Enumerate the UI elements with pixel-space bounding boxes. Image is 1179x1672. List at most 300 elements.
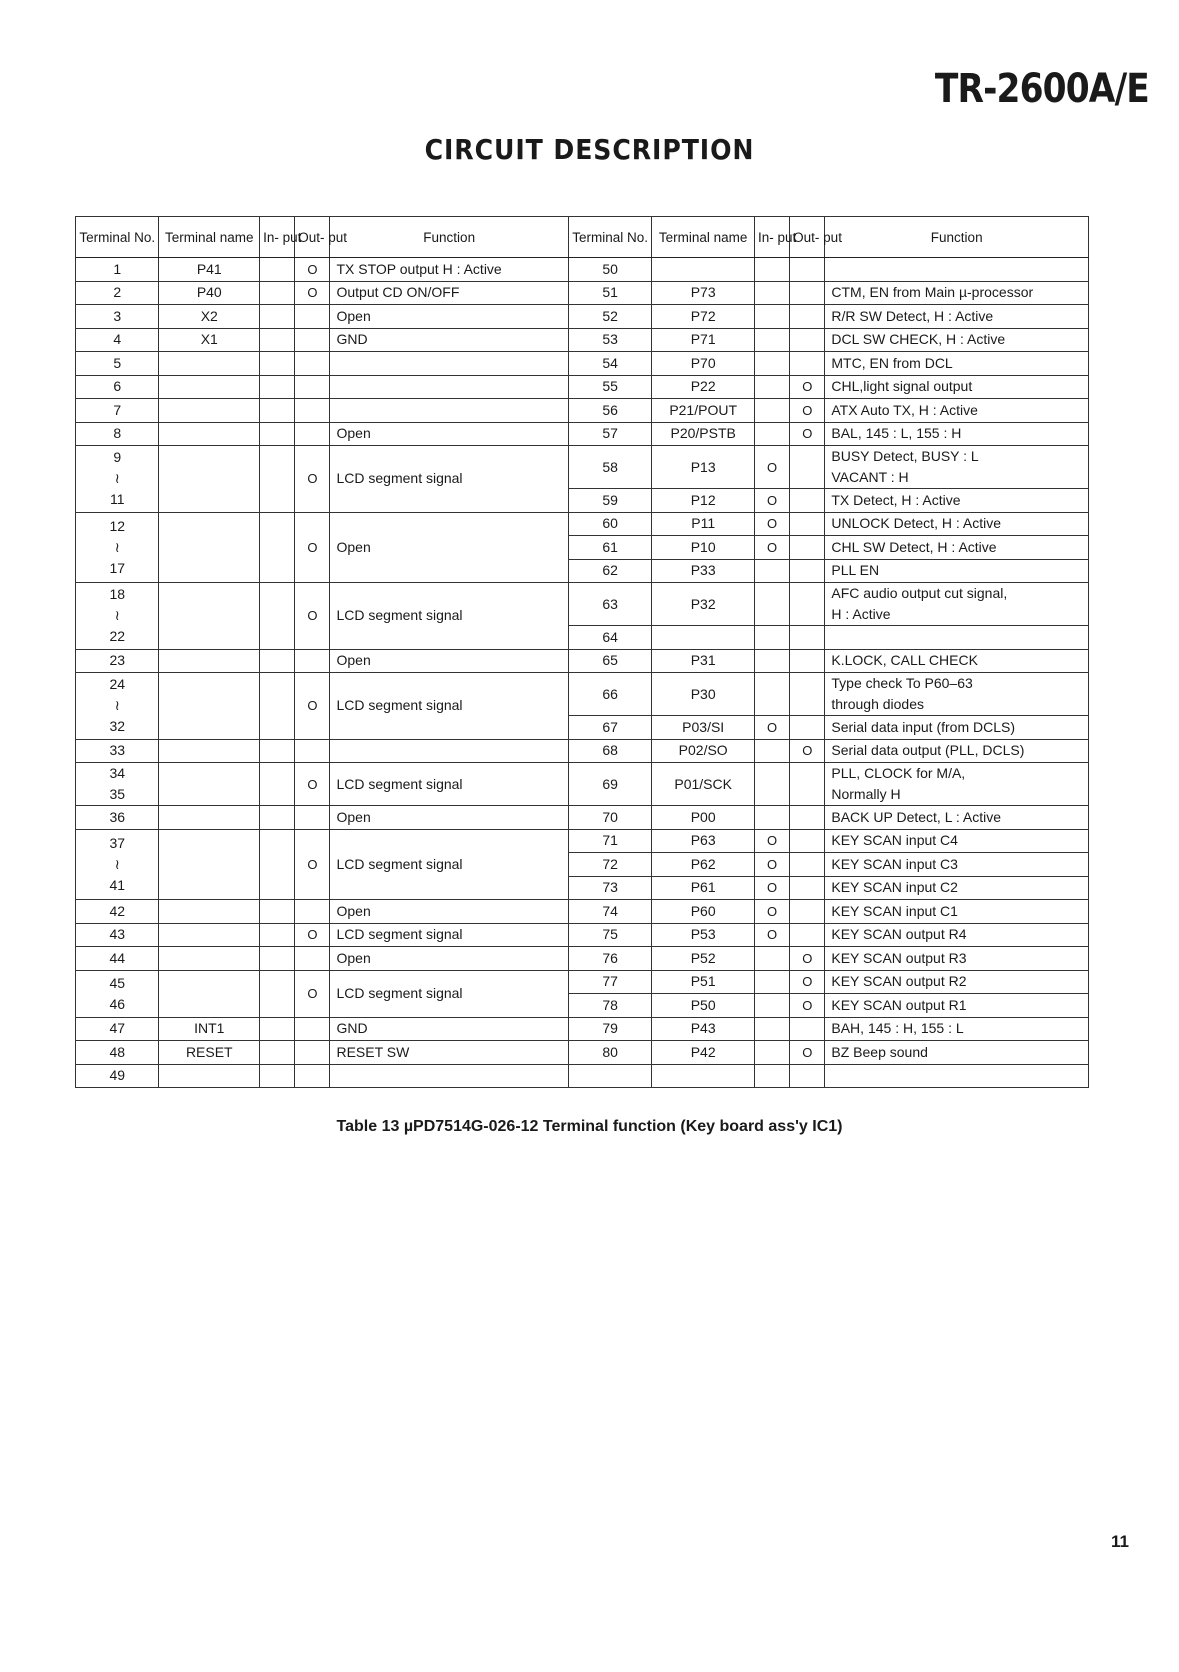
- left-terminal-no-line: 22: [109, 628, 126, 645]
- right-terminal-no: 57: [568, 422, 651, 446]
- model-number: TR-2600A/E: [934, 66, 1149, 112]
- table-row: [76, 281, 1089, 305]
- left-output-mark: [295, 649, 330, 673]
- table-row: [76, 649, 1089, 673]
- left-terminal-name: [159, 947, 260, 971]
- left-output-mark: O: [295, 258, 330, 282]
- left-output-mark: O: [295, 583, 330, 650]
- right-output-mark: O: [790, 947, 825, 971]
- page-number: 11: [1111, 1532, 1129, 1551]
- left-terminal-no: 48: [76, 1041, 159, 1065]
- right-terminal-name: P21/POUT: [652, 399, 755, 423]
- right-output-mark: [790, 583, 825, 626]
- left-terminal-no: 6: [76, 375, 159, 399]
- right-function: BZ Beep sound: [825, 1041, 1089, 1065]
- right-function: BAL, 145 : L, 155 : H: [825, 422, 1089, 446]
- left-terminal-no: 43: [76, 923, 159, 947]
- table-row: [76, 1017, 1089, 1041]
- left-terminal-no: 2: [76, 281, 159, 305]
- right-output-mark: [790, 673, 825, 716]
- right-terminal-no: 60: [568, 512, 651, 536]
- right-output-mark: O: [790, 994, 825, 1018]
- right-terminal-no: 62: [568, 559, 651, 583]
- left-input-mark: [260, 923, 295, 947]
- left-output-mark: [295, 399, 330, 423]
- right-input-mark: [754, 281, 789, 305]
- left-terminal-name: [159, 923, 260, 947]
- right-terminal-no: 80: [568, 1041, 651, 1065]
- table-row: [76, 970, 1089, 994]
- table-row: [76, 1064, 1089, 1088]
- left-function: [330, 739, 568, 763]
- left-terminal-name: X2: [159, 305, 260, 329]
- left-terminal-no-line: ≀: [114, 470, 120, 487]
- left-function: RESET SW: [330, 1041, 568, 1065]
- right-out-cell: [790, 1064, 825, 1088]
- left-input-mark: [260, 1064, 295, 1088]
- left-terminal-no: 1: [76, 258, 159, 282]
- left-terminal-no: [76, 829, 159, 900]
- right-terminal-no: 66: [568, 673, 651, 716]
- left-terminal-no-line: 37: [109, 834, 126, 851]
- right-terminal-name: P02/SO: [652, 739, 755, 763]
- right-name-cell: [652, 1064, 755, 1088]
- left-terminal-no-line: 46: [109, 995, 126, 1012]
- right-terminal-name: P33: [652, 559, 755, 583]
- header-function: Function: [330, 217, 568, 258]
- left-terminal-name: [159, 446, 260, 513]
- right-input-mark: [754, 375, 789, 399]
- left-function: Open: [330, 305, 568, 329]
- section-title: CIRCUIT DESCRIPTION: [424, 133, 755, 166]
- right-function: MTC, EN from DCL: [825, 352, 1089, 376]
- right-terminal-name: P53: [652, 923, 755, 947]
- right-terminal-name: P32: [652, 583, 755, 626]
- right-terminal-name: P63: [652, 829, 755, 853]
- right-terminal-name: P61: [652, 876, 755, 900]
- left-output-mark: [295, 900, 330, 924]
- left-input-mark: [260, 829, 295, 900]
- right-input-mark: [754, 559, 789, 583]
- right-output-mark: [790, 352, 825, 376]
- left-terminal-no-line: 45: [109, 974, 126, 991]
- left-terminal-no: 44: [76, 947, 159, 971]
- right-output-mark: [790, 328, 825, 352]
- right-terminal-no: 76: [568, 947, 651, 971]
- table-row: [76, 739, 1089, 763]
- left-terminal-no-line: 34: [109, 765, 126, 781]
- left-terminal-no: 5: [76, 352, 159, 376]
- right-function: R/R SW Detect, H : Active: [825, 305, 1089, 329]
- left-function: GND: [330, 1017, 568, 1041]
- right-terminal-no: 59: [568, 489, 651, 513]
- left-output-mark: O: [295, 763, 330, 806]
- right-terminal-name: P01/SCK: [652, 763, 755, 806]
- right-terminal-no: 51: [568, 281, 651, 305]
- right-output-mark: [790, 626, 825, 650]
- right-function: DCL SW CHECK, H : Active: [825, 328, 1089, 352]
- right-terminal-no: 50: [568, 258, 651, 282]
- right-fn-cell: [825, 1064, 1089, 1088]
- left-terminal-no-line: 9: [113, 449, 122, 466]
- right-function: KEY SCAN output R2: [825, 970, 1089, 994]
- right-function: KEY SCAN input C3: [825, 853, 1089, 877]
- left-terminal-no-line: ≀: [114, 538, 120, 555]
- table-row: [76, 923, 1089, 947]
- right-function: Serial data output (PLL, DCLS): [825, 739, 1089, 763]
- right-input-mark: [754, 583, 789, 626]
- right-function: CHL,light signal output: [825, 375, 1089, 399]
- right-terminal-no: 65: [568, 649, 651, 673]
- right-terminal-no: 54: [568, 352, 651, 376]
- right-output-mark: [790, 258, 825, 282]
- right-input-mark: [754, 649, 789, 673]
- left-output-mark: O: [295, 673, 330, 740]
- left-terminal-name: [159, 970, 260, 1017]
- left-output-mark: [295, 1064, 330, 1088]
- right-input-mark: [754, 739, 789, 763]
- left-function: [330, 1064, 568, 1088]
- header-function: Function: [825, 217, 1089, 258]
- right-function: TX Detect, H : Active: [825, 489, 1089, 513]
- left-terminal-name: [159, 375, 260, 399]
- right-terminal-name: P13: [652, 446, 755, 489]
- right-terminal-no: 68: [568, 739, 651, 763]
- right-input-mark: O: [754, 489, 789, 513]
- right-input-mark: O: [754, 446, 789, 489]
- left-terminal-name: [159, 649, 260, 673]
- left-output-mark: O: [295, 281, 330, 305]
- left-output-mark: [295, 947, 330, 971]
- left-input-mark: [260, 328, 295, 352]
- right-terminal-no: 73: [568, 876, 651, 900]
- right-input-mark: [754, 947, 789, 971]
- right-input-mark: O: [754, 536, 789, 560]
- left-input-mark: [260, 947, 295, 971]
- right-terminal-no: 74: [568, 900, 651, 924]
- left-input-mark: [260, 739, 295, 763]
- left-output-mark: O: [295, 829, 330, 900]
- left-input-mark: [260, 1041, 295, 1065]
- left-terminal-no: 33: [76, 739, 159, 763]
- header-terminal-no: Terminal No.: [568, 217, 651, 258]
- right-terminal-name: P20/PSTB: [652, 422, 755, 446]
- left-output-mark: O: [295, 970, 330, 1017]
- right-input-mark: [754, 994, 789, 1018]
- left-terminal-no: 23: [76, 649, 159, 673]
- left-terminal-no: 49: [76, 1064, 159, 1088]
- right-terminal-no: 71: [568, 829, 651, 853]
- table-row: [76, 375, 1089, 399]
- left-output-mark: [295, 352, 330, 376]
- header-terminal-name: Terminal name: [159, 217, 260, 258]
- left-terminal-name: [159, 806, 260, 830]
- left-function: [330, 352, 568, 376]
- right-terminal-name: P52: [652, 947, 755, 971]
- left-output-mark: O: [295, 512, 330, 583]
- right-terminal-name: P70: [652, 352, 755, 376]
- right-input-mark: [754, 305, 789, 329]
- right-terminal-no: 77: [568, 970, 651, 994]
- left-function: LCD segment signal: [330, 583, 568, 650]
- right-input-mark: O: [754, 512, 789, 536]
- left-terminal-no-line: 18: [109, 586, 126, 603]
- left-output-mark: [295, 1041, 330, 1065]
- right-function-line: H : Active: [831, 606, 891, 622]
- right-function: [825, 446, 1089, 489]
- right-function: PLL EN: [825, 559, 1089, 583]
- right-output-mark: O: [790, 1041, 825, 1065]
- right-function-line: VACANT : H: [831, 469, 909, 485]
- right-output-mark: [790, 900, 825, 924]
- right-terminal-name: P11: [652, 512, 755, 536]
- header-input: In- put: [754, 217, 789, 258]
- left-terminal-name: [159, 512, 260, 583]
- left-output-mark: O: [295, 923, 330, 947]
- table-row: [76, 947, 1089, 971]
- right-function-line: Normally H: [831, 786, 901, 802]
- right-function-line: through diodes: [831, 696, 925, 712]
- right-terminal-name: P71: [652, 328, 755, 352]
- right-input-mark: [754, 258, 789, 282]
- right-input-mark: [754, 328, 789, 352]
- right-function: [825, 626, 1089, 650]
- right-output-mark: O: [790, 422, 825, 446]
- right-input-mark: O: [754, 829, 789, 853]
- right-input-mark: O: [754, 923, 789, 947]
- right-terminal-name: P73: [652, 281, 755, 305]
- left-terminal-no-line: 24: [109, 676, 126, 693]
- right-output-mark: O: [790, 739, 825, 763]
- left-terminal-no-line: 41: [109, 876, 126, 893]
- left-terminal-name: [159, 583, 260, 650]
- right-function: [825, 583, 1089, 626]
- left-terminal-no-line: ≀: [114, 697, 120, 714]
- right-input-mark: [754, 806, 789, 830]
- left-output-mark: [295, 1017, 330, 1041]
- right-function: [825, 673, 1089, 716]
- left-function: Open: [330, 512, 568, 583]
- right-output-mark: [790, 923, 825, 947]
- right-terminal-no: 52: [568, 305, 651, 329]
- left-terminal-no-line: 17: [109, 559, 126, 576]
- right-terminal-name: P62: [652, 853, 755, 877]
- table-row: [76, 328, 1089, 352]
- right-input-mark: [754, 399, 789, 423]
- right-output-mark: [790, 716, 825, 740]
- right-function: [825, 258, 1089, 282]
- right-output-mark: [790, 489, 825, 513]
- table-row: [76, 1041, 1089, 1065]
- right-terminal-name: P42: [652, 1041, 755, 1065]
- right-function-line: AFC audio output cut signal,: [831, 585, 1008, 601]
- right-output-mark: [790, 1017, 825, 1041]
- right-function: KEY SCAN input C2: [825, 876, 1089, 900]
- right-input-mark: O: [754, 900, 789, 924]
- right-output-mark: [790, 876, 825, 900]
- right-input-mark: [754, 422, 789, 446]
- left-input-mark: [260, 763, 295, 806]
- left-terminal-no-line: ≀: [114, 607, 120, 624]
- left-function: LCD segment signal: [330, 763, 568, 806]
- right-output-mark: [790, 281, 825, 305]
- right-input-mark: O: [754, 853, 789, 877]
- left-terminal-name: [159, 763, 260, 806]
- left-terminal-name: [159, 739, 260, 763]
- right-output-mark: [790, 829, 825, 853]
- left-input-mark: [260, 1017, 295, 1041]
- right-terminal-name: [652, 626, 755, 650]
- table-row: [76, 829, 1089, 853]
- right-output-mark: [790, 305, 825, 329]
- right-terminal-name: P00: [652, 806, 755, 830]
- left-terminal-no: [76, 673, 159, 740]
- left-function: [330, 399, 568, 423]
- table-row: [76, 305, 1089, 329]
- left-function: Open: [330, 947, 568, 971]
- right-terminal-name: P22: [652, 375, 755, 399]
- left-terminal-name: [159, 422, 260, 446]
- right-terminal-no: 53: [568, 328, 651, 352]
- right-function: KEY SCAN input C4: [825, 829, 1089, 853]
- right-terminal-no: 79: [568, 1017, 651, 1041]
- right-terminal-name: P60: [652, 900, 755, 924]
- left-function: Open: [330, 422, 568, 446]
- left-input-mark: [260, 422, 295, 446]
- right-terminal-no: 67: [568, 716, 651, 740]
- right-output-mark: O: [790, 399, 825, 423]
- right-function-line: Type check To P60–63: [831, 675, 973, 691]
- right-terminal-no: 75: [568, 923, 651, 947]
- right-input-mark: [754, 1017, 789, 1041]
- right-output-mark: [790, 853, 825, 877]
- right-function: [825, 763, 1089, 806]
- right-function: BACK UP Detect, L : Active: [825, 806, 1089, 830]
- left-input-mark: [260, 375, 295, 399]
- table-row: [76, 422, 1089, 446]
- right-output-mark: [790, 806, 825, 830]
- header-terminal-no: Terminal No.: [76, 217, 159, 258]
- right-no-cell: [568, 1064, 651, 1088]
- table-row: [76, 900, 1089, 924]
- table-row: [76, 352, 1089, 376]
- left-terminal-no: [76, 763, 159, 806]
- left-terminal-no-line: 35: [109, 786, 126, 802]
- left-terminal-name: [159, 352, 260, 376]
- table-row: [76, 399, 1089, 423]
- right-input-mark: [754, 352, 789, 376]
- right-terminal-name: P10: [652, 536, 755, 560]
- right-input-mark: [754, 1041, 789, 1065]
- left-function: Open: [330, 806, 568, 830]
- right-output-mark: [790, 512, 825, 536]
- right-terminal-name: P03/SI: [652, 716, 755, 740]
- left-input-mark: [260, 970, 295, 1017]
- left-terminal-name: P41: [159, 258, 260, 282]
- left-output-mark: [295, 739, 330, 763]
- left-terminal-no: 36: [76, 806, 159, 830]
- right-terminal-name: [652, 258, 755, 282]
- header-input: In- put: [260, 217, 295, 258]
- right-function-line: PLL, CLOCK for M/A,: [831, 765, 966, 781]
- right-terminal-no: 64: [568, 626, 651, 650]
- left-terminal-name: INT1: [159, 1017, 260, 1041]
- left-function: Output CD ON/OFF: [330, 281, 568, 305]
- right-function: UNLOCK Detect, H : Active: [825, 512, 1089, 536]
- right-input-mark: [754, 970, 789, 994]
- right-terminal-no: 61: [568, 536, 651, 560]
- right-function: Serial data input (from DCLS): [825, 716, 1089, 740]
- table-row: [76, 806, 1089, 830]
- table-row: [76, 258, 1089, 282]
- left-function: TX STOP output H : Active: [330, 258, 568, 282]
- left-function: [330, 375, 568, 399]
- right-terminal-no: 70: [568, 806, 651, 830]
- right-terminal-name: P51: [652, 970, 755, 994]
- left-output-mark: O: [295, 446, 330, 513]
- left-input-mark: [260, 512, 295, 583]
- right-terminal-name: P43: [652, 1017, 755, 1041]
- left-terminal-no: 47: [76, 1017, 159, 1041]
- left-terminal-name: [159, 673, 260, 740]
- table-caption: Table 13 µPD7514G-026-12 Terminal function (Key board ass'y IC1): [336, 1118, 843, 1135]
- left-input-mark: [260, 806, 295, 830]
- left-terminal-no: 7: [76, 399, 159, 423]
- right-terminal-no: 72: [568, 853, 651, 877]
- left-function: LCD segment signal: [330, 923, 568, 947]
- right-input-mark: O: [754, 716, 789, 740]
- left-terminal-name: [159, 900, 260, 924]
- right-input-mark: [754, 673, 789, 716]
- right-function: BAH, 145 : H, 155 : L: [825, 1017, 1089, 1041]
- right-function: KEY SCAN output R1: [825, 994, 1089, 1018]
- left-terminal-name: RESET: [159, 1041, 260, 1065]
- right-function: CTM, EN from Main µ-processor: [825, 281, 1089, 305]
- left-input-mark: [260, 305, 295, 329]
- left-input-mark: [260, 446, 295, 513]
- left-function: GND: [330, 328, 568, 352]
- left-input-mark: [260, 281, 295, 305]
- right-terminal-no: 56: [568, 399, 651, 423]
- left-terminal-no-line: 12: [109, 517, 126, 534]
- left-input-mark: [260, 258, 295, 282]
- right-output-mark: [790, 649, 825, 673]
- left-terminal-name: [159, 399, 260, 423]
- right-function: CHL SW Detect, H : Active: [825, 536, 1089, 560]
- right-input-mark: [754, 626, 789, 650]
- right-terminal-no: 69: [568, 763, 651, 806]
- right-terminal-name: P50: [652, 994, 755, 1018]
- right-output-mark: [790, 763, 825, 806]
- terminal-function-table: [75, 216, 1089, 1088]
- left-output-mark: [295, 328, 330, 352]
- left-function: Open: [330, 900, 568, 924]
- right-terminal-no: 78: [568, 994, 651, 1018]
- right-terminal-no: 55: [568, 375, 651, 399]
- right-function: KEY SCAN output R3: [825, 947, 1089, 971]
- right-terminal-name: P72: [652, 305, 755, 329]
- right-function: K.LOCK, CALL CHECK: [825, 649, 1089, 673]
- right-function: ATX Auto TX, H : Active: [825, 399, 1089, 423]
- right-terminal-no: 58: [568, 446, 651, 489]
- left-function: LCD segment signal: [330, 673, 568, 740]
- header-output: Out- put: [790, 217, 825, 258]
- left-terminal-name: [159, 1064, 260, 1088]
- right-input-mark: O: [754, 876, 789, 900]
- left-terminal-no: [76, 446, 159, 513]
- left-output-mark: [295, 806, 330, 830]
- right-input-mark: [754, 763, 789, 806]
